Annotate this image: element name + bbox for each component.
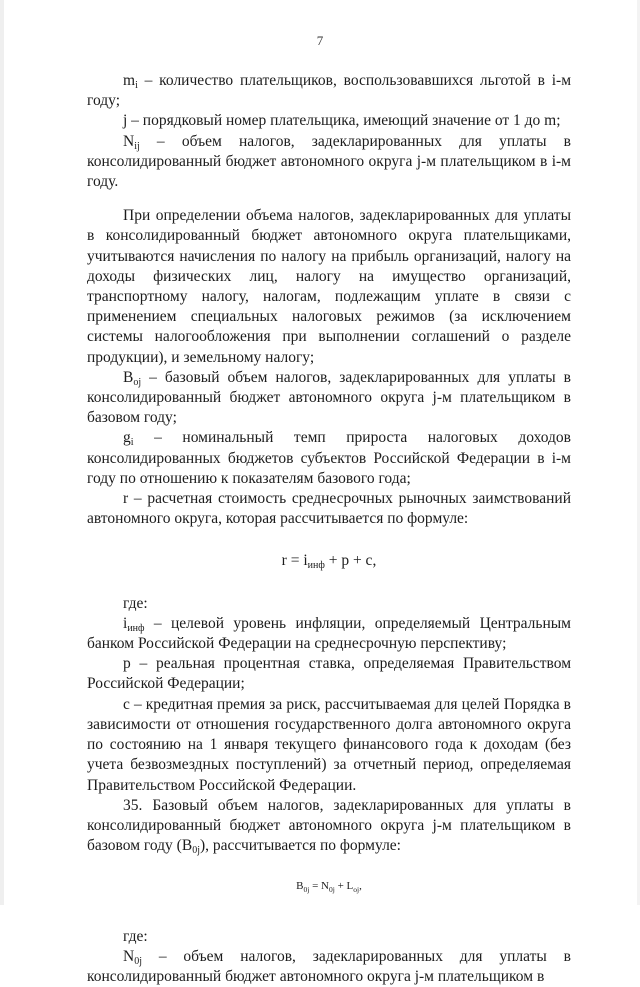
subscript: 0j [134,955,142,967]
spacer [87,529,571,551]
formula-subscript: oj [353,885,360,895]
symbol: N [123,947,135,965]
subscript: инф [127,622,145,634]
paragraph-tax-scope: При определении объема налогов, задекларированных для уплаты в консолидированный бюджет автономного округа плательщиками, учитываются начисления по налогу на прибыль организаций, налогу на доходы физических лиц, налогу на имущество организаций, транспортному налогу, налогам, подлежащим уплате в связи с применением специальных налоговых режимов (за исключением системы налогообложения при выполнении соглашений о разделе продукции), и земельному налогу; [87,207,571,366]
definition-text: – объем налогов, задекларированных для уплаты в консолидированный бюджет автономного округа j-м плательщиком в [87,947,571,985]
formula-b: B [296,880,304,893]
subscript: ij [134,140,140,152]
definition-text: – количество плательщиков, воспользовавшихся льготой в i-м году; [87,72,571,110]
page-number: 7 [316,33,324,48]
formula-subscript: 0j [303,885,310,895]
subscript: 0j [192,845,200,857]
symbol: N [123,132,135,150]
definition-text: – целевой уровень инфляции, определяемый Центральным банком Российской Федерации на среднесрочную перспективу; [87,614,571,653]
definition-p: p – реальная процентная ставка, определяемая Правительством Российской Федерации; [87,655,571,693]
spacer [87,897,571,927]
subscript: i [130,437,134,449]
symbol: m [123,72,136,89]
subscript: i [135,80,138,91]
definition-b-oj [87,368,571,429]
spacer [87,572,571,594]
formula-subscript: 0j [328,885,335,895]
formula-b0j [87,876,571,896]
spacer [87,856,571,876]
definition-n-0j [87,947,571,987]
formula-r [87,551,571,571]
definition-i-inf [87,614,571,654]
subscript: oj [133,376,142,388]
formula-plus: + L [334,880,354,893]
formula-end: , [359,880,362,893]
symbol: B [123,368,134,386]
formula-eq: = N [309,880,329,893]
paragraph-text: 35. Базовый объем налогов, задекларированных для уплаты в консолидированный бюджет автономного округа j-м плательщиком в базовом году (B [87,796,571,855]
definition-g-i [87,428,571,489]
definition-c: c – кредитная премия за риск, рассчитываемая для целей Порядка в зависимости от отношения государственного долга автономного округа по состоянию на 1 января текущего финансового года к доходам (без учета безвозмездных поступлений) за отчетный период, определяемая Правительством Российской Федерации. [87,695,571,794]
formula-lhs: r = i [281,552,308,570]
definition-m-i [87,71,571,111]
where-label-2: где: [123,927,148,945]
scan-edge-left [0,0,4,905]
definition-text: – объем налогов, задекларированных для уплаты в консолидированный бюджет автономного округа j-м плательщиком в i-м году. [87,132,571,191]
symbol: g [123,429,131,447]
where-label-1: где: [123,594,148,612]
document-body [87,71,571,987]
definition-r: r – расчетная стоимость среднесрочных рыночных заимствований автономного округа, которая рассчитывается по формуле: [87,490,571,528]
paragraph-text-end: ), рассчитывается по формуле: [199,837,401,855]
formula-rhs: + p + c, [324,552,377,570]
definition-text: – номинальный темп прироста налоговых доходов консолидированных бюджетов субъектов Российской Федерации в i-м году по отношению к показателям базового года; [87,429,571,487]
definition-text: – базовый объем налогов, задекларированных для уплаты в консолидированный бюджет автономного округа j-м плательщиком в базовом году; [87,368,571,427]
symbol: i [123,614,128,632]
spacer [87,192,571,206]
definition-j: j – порядковый номер плательщика, имеющий значение от 1 до m; [123,112,561,130]
definition-n-ij [87,132,571,193]
formula-subscript: инф [307,560,325,572]
paragraph-35 [87,796,571,857]
